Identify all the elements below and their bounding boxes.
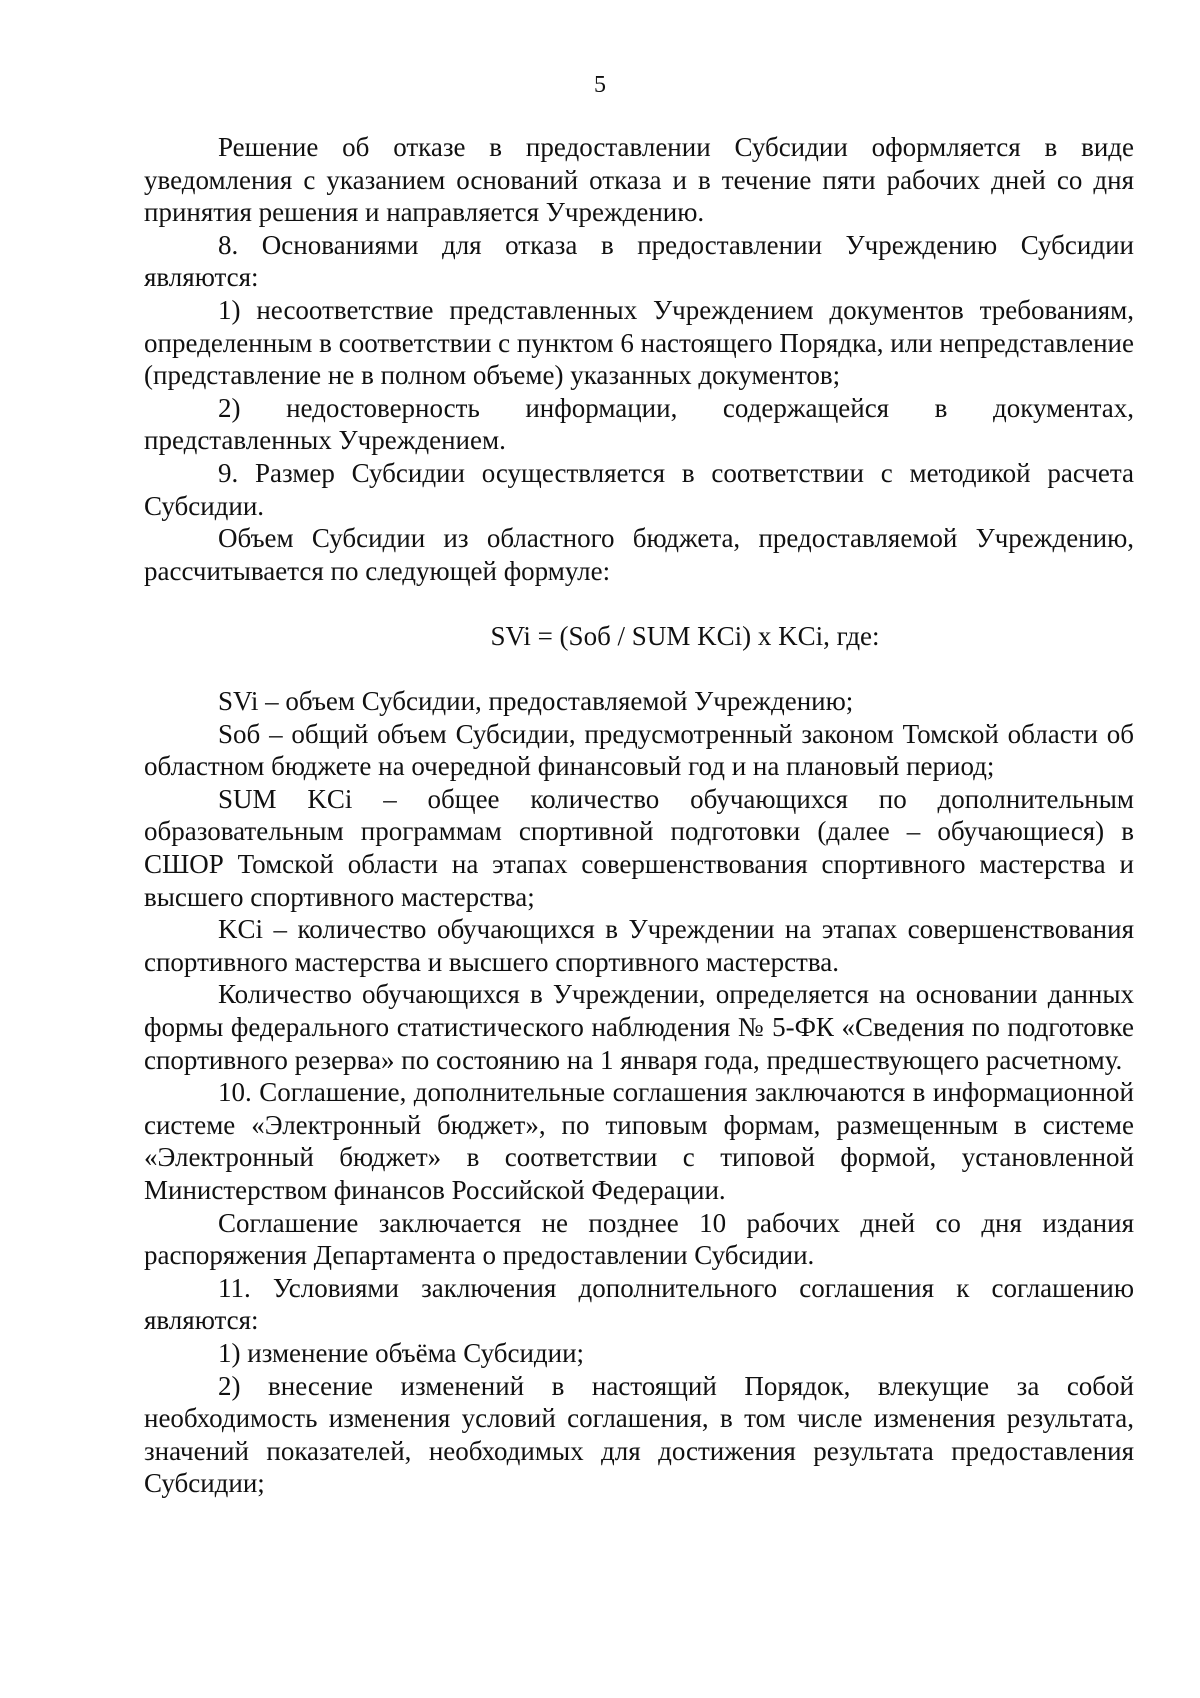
paragraph-item-11: 11. Условиями заключения дополнительного соглашения к соглашению являются: bbox=[144, 1272, 1134, 1336]
paragraph-item-11-1: 1) изменение объёма Субсидии; bbox=[218, 1337, 585, 1368]
paragraph-refusal-notice: Решение об отказе в предоставлении Субсидии оформляется в виде уведомления с указанием оснований отказа и в течение пяти рабочих дней со дня принятия решения и направляется Учреждению. bbox=[144, 132, 1134, 228]
paragraph-item-11-2: 2) внесение изменений в настоящий Порядок, влекущие за собой необходимость изменения условий соглашения, в том числе изменения результата, значений показателей, необходимых для достижения результата предоставления Субсидии; bbox=[144, 1370, 1134, 1499]
paragraph-item-8: 8. Основаниями для отказа в предоставлении Учреждению Субсидии являются: bbox=[144, 229, 1134, 293]
paragraph-subsidy-volume: Объем Субсидии из областного бюджета, предоставляемой Учреждению, рассчитывается по следующей формуле: bbox=[144, 523, 1134, 586]
paragraph-item-10: 10. Соглашение, дополнительные соглашения заключаются в информационной системе «Электронный бюджет», по типовым формам, размещенным в системе «Электронный бюджет» в соответствии с типовой формой, установленной Министерством финансов Российской Федерации. bbox=[144, 1077, 1134, 1205]
document-body bbox=[144, 131, 1134, 1500]
paragraph-agreement-deadline: Соглашение заключается не позднее 10 рабочих дней со дня издания распоряжения Департамента о предоставлении Субсидии. bbox=[144, 1207, 1134, 1271]
paragraph-kci-definition: KCi – количество обучающихся в Учреждении на этапах совершенствования спортивного мастерства и высшего спортивного мастерства. bbox=[144, 914, 1134, 977]
paragraph-svi-definition: SVi – объем Субсидии, предоставляемой Учреждению; bbox=[218, 686, 854, 717]
subsidy-formula: SVi = (Sоб / SUM KCi) x KCi, где: bbox=[490, 620, 880, 651]
paragraph-students-count: Количество обучающихся в Учреждении, определяется на основании данных формы федерального статистического наблюдения № 5-ФК «Сведения по подготовке спортивного резерва» по состоянию на 1 января года, предшествующего расчетному. bbox=[144, 979, 1134, 1075]
paragraph-item-8-1: 1) несоответствие представленных Учреждением документов требованиям, определенным в соответствии с пунктом 6 настоящего Порядка, или непредставление (представление не в полном объеме) указанных документов; bbox=[144, 294, 1134, 391]
page-number: 5 bbox=[594, 72, 606, 98]
paragraph-sum-kci-definition: SUM KCi – общее количество обучающихся по дополнительным образовательным программам спортивной подготовки (далее – обучающиеся) в СШОР Томской области на этапах совершенствования спортивного мастерства и высшего спортивного мастерства; bbox=[144, 783, 1134, 912]
paragraph-sob-definition: Sоб – общий объем Субсидии, предусмотренный законом Томской области об областном бюджете на очередной финансовый год и на плановый период; bbox=[144, 718, 1134, 782]
paragraph-item-9: 9. Размер Субсидии осуществляется в соответствии с методикой расчета Субсидии. bbox=[144, 457, 1134, 521]
paragraph-item-8-2: 2) недостоверность информации, содержащейся в документах, представленных Учреждением. bbox=[144, 392, 1134, 456]
